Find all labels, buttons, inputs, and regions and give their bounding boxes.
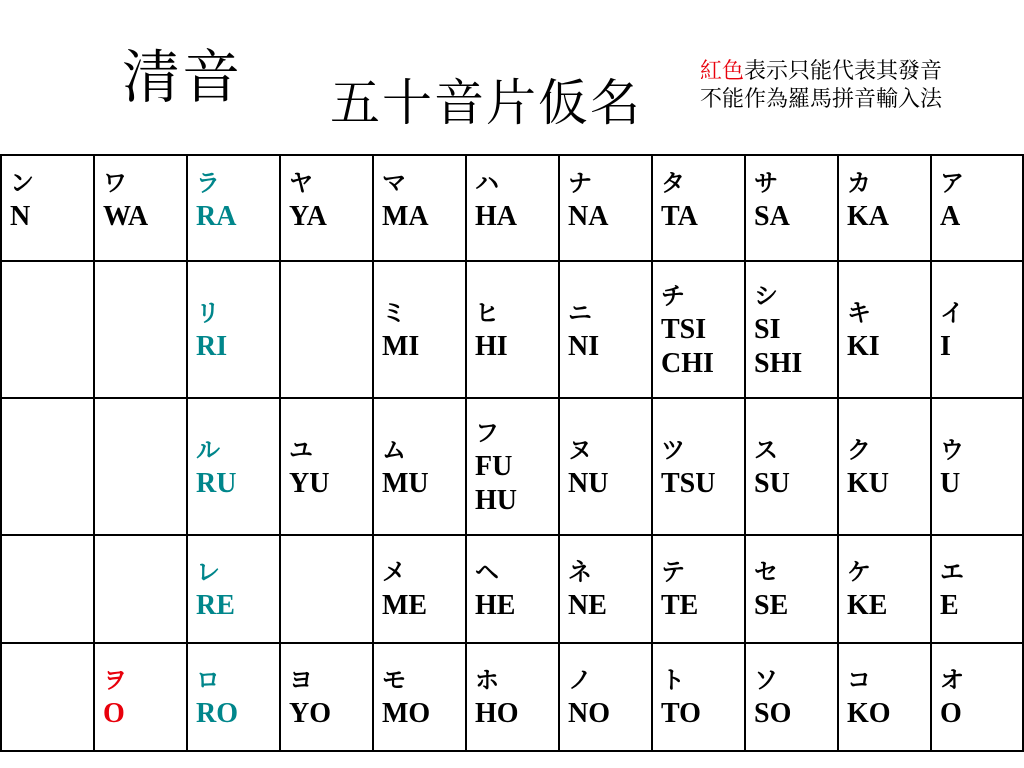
kana-cell (745, 643, 838, 751)
romaji-label: RI (196, 330, 228, 362)
romaji-label: HA (475, 201, 517, 232)
kana-character: リ (196, 298, 220, 327)
kana-cell (931, 261, 1023, 398)
kana-cell (373, 643, 466, 751)
note-highlight: 紅色 (700, 59, 745, 84)
romaji-label: MI (382, 330, 420, 362)
kana-cell (280, 155, 373, 261)
kana-character: ハ (475, 169, 499, 197)
kana-cell (94, 643, 187, 751)
romaji-label: YO (289, 698, 331, 729)
kana-cell (466, 261, 559, 398)
kana-cell (838, 398, 931, 535)
kana-character: モ (382, 666, 406, 694)
romaji-label: SE (754, 590, 789, 621)
slide-title: 清音 (122, 43, 243, 111)
romaji-label: N (10, 201, 31, 232)
kana-cell (652, 261, 745, 398)
kana-character: ヲ (103, 666, 127, 694)
romaji-label: TE (661, 590, 699, 621)
kana-character: ク (847, 435, 871, 464)
romaji-label: O (103, 698, 125, 729)
romaji-label: YA (289, 201, 327, 232)
kana-cell (187, 155, 280, 261)
kana-cell (373, 155, 466, 261)
kana-character: ア (940, 169, 964, 197)
kana-cell (559, 261, 652, 398)
kana-character: ノ (568, 666, 592, 694)
romaji-label: RA (196, 201, 237, 232)
kana-character: ヤ (289, 169, 313, 197)
kana-cell (1, 155, 94, 261)
kana-character: ヨ (289, 666, 313, 694)
kana-cell (745, 535, 838, 643)
kana-character: フ (475, 418, 499, 447)
kana-cell (466, 155, 559, 261)
kana-cell (559, 643, 652, 751)
romaji-label: SO (754, 698, 792, 729)
kana-cell (466, 398, 559, 535)
kana-character: ン (10, 169, 34, 197)
slide-subtitle: 五十音片仮名 (330, 74, 642, 132)
romaji-label: MO (382, 698, 431, 729)
kana-cell (745, 155, 838, 261)
table-row (1, 155, 1023, 261)
empty-cell (94, 398, 187, 535)
romaji-label: RO (196, 698, 238, 729)
kana-cell (652, 643, 745, 751)
empty-cell (94, 261, 187, 398)
romaji-label: KA (847, 201, 889, 232)
kana-character: エ (940, 558, 964, 586)
kana-cell (838, 643, 931, 751)
romaji-label: SHI (754, 347, 803, 379)
kana-character: ヒ (475, 298, 499, 327)
kana-character: タ (661, 169, 685, 197)
romaji-label: KI (847, 330, 880, 362)
kana-character: レ (196, 558, 220, 586)
romaji-label: NI (568, 330, 600, 362)
kana-cell (931, 398, 1023, 535)
romaji-label: KO (847, 698, 891, 729)
kana-character: ソ (754, 666, 778, 694)
table-row (1, 535, 1023, 643)
kana-cell (745, 398, 838, 535)
kana-cell (187, 398, 280, 535)
romaji-label: U (940, 467, 961, 499)
kana-character: チ (661, 281, 685, 310)
table-row (1, 643, 1023, 751)
kana-cell (838, 261, 931, 398)
kana-character: ナ (568, 169, 592, 197)
note-line-1 (700, 58, 942, 86)
romaji-label: RE (196, 590, 235, 621)
kana-character: ニ (568, 298, 592, 327)
note-line-2: 不能作為羅馬拼音輸入法 (700, 87, 943, 112)
kana-character: ウ (940, 435, 964, 464)
kana-character: セ (754, 558, 778, 586)
kana-character: ヌ (568, 435, 592, 464)
kana-character: コ (847, 666, 871, 694)
empty-cell (280, 535, 373, 643)
note-line-1-text: 表示只能代表其發音 (744, 59, 943, 84)
kana-cell (931, 155, 1023, 261)
kana-cell (187, 535, 280, 643)
romaji-label: NU (568, 467, 609, 499)
empty-cell (1, 535, 94, 643)
kana-cell (373, 261, 466, 398)
table-row (1, 398, 1023, 535)
romaji-label: KU (847, 467, 889, 499)
kana-cell (652, 398, 745, 535)
romaji-label: SI (754, 313, 781, 345)
kana-character: メ (382, 558, 406, 586)
color-note (700, 58, 942, 114)
empty-cell (1, 643, 94, 751)
romaji-label: E (940, 590, 959, 621)
romaji-label: SU (754, 467, 790, 499)
romaji-label: YU (289, 467, 330, 499)
kana-character: キ (847, 298, 871, 327)
romaji-label: HU (475, 484, 517, 516)
empty-cell (1, 261, 94, 398)
kana-character: シ (754, 281, 778, 310)
romaji-label: HE (475, 590, 516, 621)
kana-cell (187, 261, 280, 398)
katakana-table (0, 154, 1024, 752)
kana-cell (280, 643, 373, 751)
kana-cell (652, 155, 745, 261)
kana-character: ユ (289, 435, 313, 464)
romaji-label: NA (568, 201, 609, 232)
romaji-label: FU (475, 450, 513, 482)
romaji-label: A (940, 201, 961, 232)
kana-character: ツ (661, 435, 685, 464)
kana-cell (466, 535, 559, 643)
kana-cell (466, 643, 559, 751)
kana-character: ム (382, 435, 406, 464)
romaji-label: TSU (661, 467, 716, 499)
romaji-label: HI (475, 330, 508, 362)
romaji-label: TA (661, 201, 698, 232)
romaji-label: TO (661, 698, 701, 729)
kana-character: ル (196, 435, 220, 464)
kana-character: ヘ (475, 558, 499, 586)
kana-cell (280, 398, 373, 535)
kana-cell (373, 398, 466, 535)
kana-character: ミ (382, 298, 406, 327)
romaji-label: WA (103, 201, 149, 232)
kana-cell (652, 535, 745, 643)
romaji-label: CHI (661, 347, 714, 379)
kana-character: ト (661, 666, 685, 694)
kana-character: サ (754, 169, 778, 197)
kana-cell (187, 643, 280, 751)
kana-cell (559, 398, 652, 535)
romaji-label: ME (382, 590, 428, 621)
romaji-label: O (940, 698, 962, 729)
table-row (1, 261, 1023, 398)
kana-cell (838, 155, 931, 261)
kana-character: テ (661, 558, 685, 586)
kana-character: ホ (475, 666, 499, 694)
kana-character: カ (847, 169, 871, 197)
romaji-label: HO (475, 698, 519, 729)
kana-character: ラ (196, 169, 220, 197)
kana-cell (838, 535, 931, 643)
kana-cell (745, 261, 838, 398)
kana-cell (559, 535, 652, 643)
romaji-label: I (940, 330, 951, 362)
romaji-label: KE (847, 590, 888, 621)
romaji-label: MA (382, 201, 429, 232)
romaji-label: MU (382, 467, 429, 499)
kana-character: ワ (103, 169, 127, 197)
empty-cell (94, 535, 187, 643)
kana-character: ス (754, 435, 778, 464)
kana-character: ネ (568, 558, 592, 586)
kana-cell (94, 155, 187, 261)
kana-cell (931, 643, 1023, 751)
kana-cell (931, 535, 1023, 643)
empty-cell (1, 398, 94, 535)
romaji-label: SA (754, 201, 790, 232)
kana-cell (373, 535, 466, 643)
kana-character: オ (940, 666, 964, 694)
kana-character: イ (940, 298, 964, 327)
romaji-label: NO (568, 698, 610, 729)
kana-cell (559, 155, 652, 261)
romaji-label: NE (568, 590, 607, 621)
kana-character: ケ (847, 558, 871, 586)
kana-character: マ (382, 169, 406, 197)
kana-character: ロ (196, 666, 220, 694)
romaji-label: TSI (661, 313, 707, 345)
empty-cell (280, 261, 373, 398)
romaji-label: RU (196, 467, 237, 499)
